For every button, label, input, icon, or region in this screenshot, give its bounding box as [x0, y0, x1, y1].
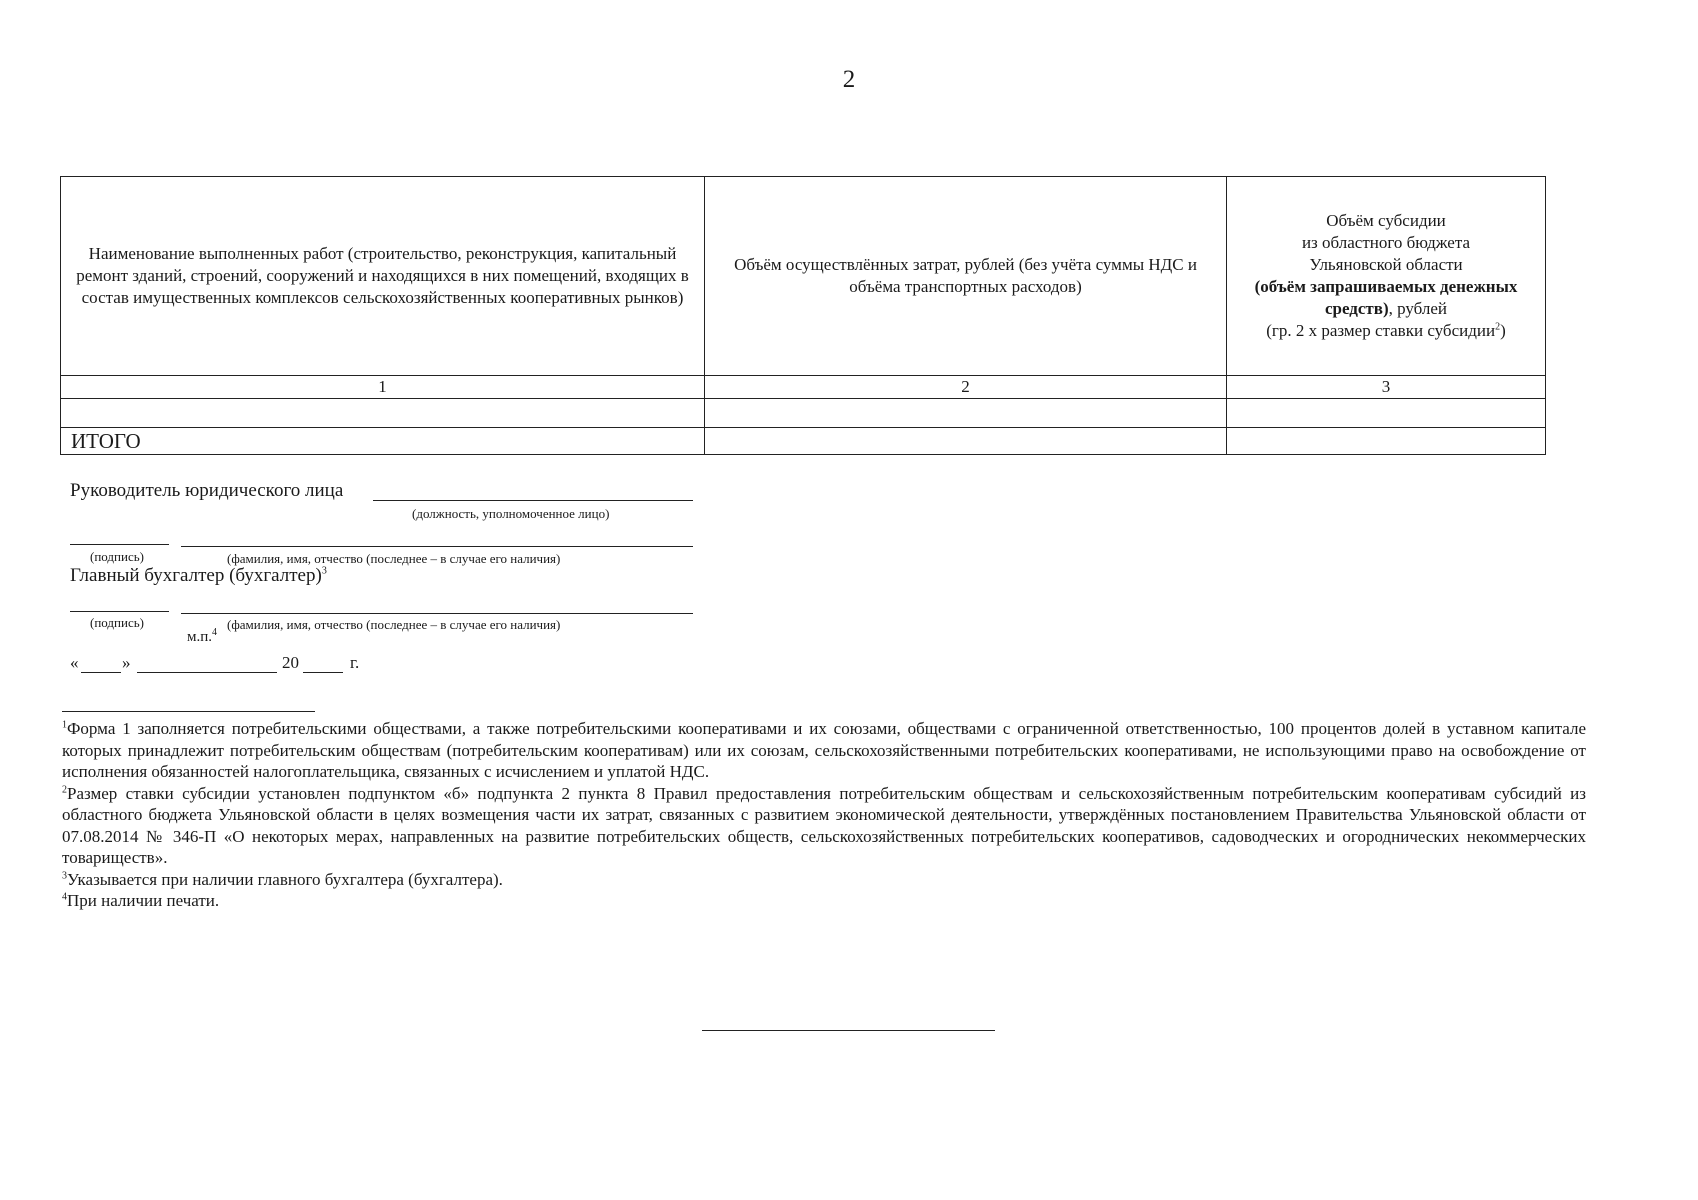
column-number-row: [61, 376, 1546, 399]
header-subsidy-line3: Ульяновской области: [1309, 255, 1463, 274]
date-month-line[interactable]: [137, 672, 277, 673]
header-subsidy: [1227, 177, 1546, 376]
footnote-ref-3: 3: [321, 565, 327, 577]
footnote-3-number: 3: [62, 869, 67, 881]
table-cell[interactable]: [705, 399, 1227, 428]
accountant-signature-line[interactable]: [70, 611, 169, 612]
date-suffix: г.: [350, 653, 360, 672]
footnote-1-number: 1: [62, 719, 67, 731]
footnote-3-text: Указывается при наличии главного бухгалтера (бухгалтера).: [67, 869, 503, 889]
date-day-line[interactable]: [81, 672, 121, 673]
date-open-quote: «: [70, 653, 79, 672]
accountant-label-text: Главный бухгалтер (бухгалтер): [70, 565, 322, 586]
footnote-1: [62, 718, 1586, 783]
footnote-4-text: При наличии печати.: [67, 891, 220, 910]
total-subsidy-cell[interactable]: [1227, 428, 1546, 455]
footnote-4: [62, 890, 1586, 912]
header-subsidy-formula-end: ): [1500, 321, 1506, 340]
accountant-label: [70, 565, 327, 587]
accountant-signature-caption: (подпись): [90, 615, 144, 630]
head-label: Руководитель юридического лица: [70, 480, 344, 501]
header-subsidy-bold: (объём запрашиваемых денежных средств): [1254, 277, 1518, 318]
page-number: 2: [842, 66, 856, 93]
footnote-2-text: Размер ставки субсидии установлен подпунктом «б» подпункта 2 пункта 8 Правил предоставления потребительским обществам и сельскохозяйственным потребительским кооперативам субсидий из областного бюджета Ульяновской области в целях возмещения части их затрат, связанных с развитием экономической деятельности, утверждённых постановлением Правительства Ульяновской области от 07.08.2014 № 346-П «О некоторых мерах, направленных на развитие потребительских обществ, сельскохозяйственных потребительских кооперативов, садоводческих и огороднических некоммерческих товариществ».: [62, 783, 1586, 867]
total-costs-cell[interactable]: [705, 428, 1227, 455]
footnote-2-number: 2: [62, 783, 67, 795]
date-close-quote: »: [122, 653, 131, 672]
table-cell[interactable]: [61, 399, 705, 428]
total-row: [61, 428, 1546, 455]
header-work-name: Наименование выполненных работ (строительство, реконструкция, капитальный ремонт зданий, строений, сооружений и находящихся в них помещений, входящих в состав имущественных комплексов сельскохозяйственных кооперативных рынков): [61, 177, 705, 376]
header-subsidy-formula: (гр. 2 х размер ставки субсидии: [1266, 321, 1496, 340]
table-header-row: [61, 177, 1546, 376]
subsidy-table: [60, 176, 1546, 455]
header-costs: Объём осуществлённых затрат, рублей (без учёта суммы НДС и объёма транспортных расходов): [705, 177, 1227, 376]
footnote-3: [62, 869, 1586, 891]
table-cell[interactable]: [1227, 399, 1546, 428]
column-number-1: 1: [61, 376, 705, 399]
footnote-2: [62, 783, 1586, 869]
footnote-ref-4: 4: [212, 627, 218, 638]
head-position-line[interactable]: [373, 500, 693, 501]
accountant-name-line[interactable]: [181, 613, 693, 614]
accountant-name-caption: (фамилия, имя, отчество (последнее – в случае его наличия): [227, 617, 561, 632]
table-row: [61, 399, 1546, 428]
head-name-caption: (фамилия, имя, отчество (последнее – в случае его наличия): [227, 551, 561, 566]
footnote-ref-2: 2: [1495, 321, 1501, 333]
header-subsidy-line2: из областного бюджета: [1301, 233, 1471, 252]
head-name-line[interactable]: [181, 546, 693, 547]
header-subsidy-line1: Объём субсидии: [1326, 211, 1446, 230]
date-year-prefix: 20: [282, 653, 299, 672]
closing-line: [702, 1030, 995, 1031]
head-signature-caption: (подпись): [90, 549, 144, 564]
footnote-separator: [62, 711, 315, 712]
footnote-4-number: 4: [62, 891, 67, 903]
footnote-1-text: Форма 1 заполняется потребительскими обществами, а также потребительскими кооперативами и их союзами, обществами с ограниченной ответственностью, 100 процентов долей в уставном капитале которых принадлежит потребительским обществам (потребительским кооперативам) или их союзам, сельскохозяйственными потребительских кооперативами, не использующими право на освобождение от исполнения обязанностей налогоплательщика, связанных с исчислением и уплатой НДС.: [62, 719, 1586, 781]
stamp-label: [187, 629, 217, 646]
date-year-line[interactable]: [303, 672, 343, 673]
stamp-label-text: м.п.: [187, 629, 213, 645]
total-label: ИТОГО: [61, 428, 705, 455]
column-number-2: 2: [705, 376, 1227, 399]
head-position-caption: (должность, уполномоченное лицо): [412, 506, 610, 521]
footnotes: [62, 718, 1586, 912]
column-number-3: 3: [1227, 376, 1546, 399]
header-subsidy-unit: , рублей: [1388, 299, 1448, 318]
head-signature-line[interactable]: [70, 544, 169, 545]
